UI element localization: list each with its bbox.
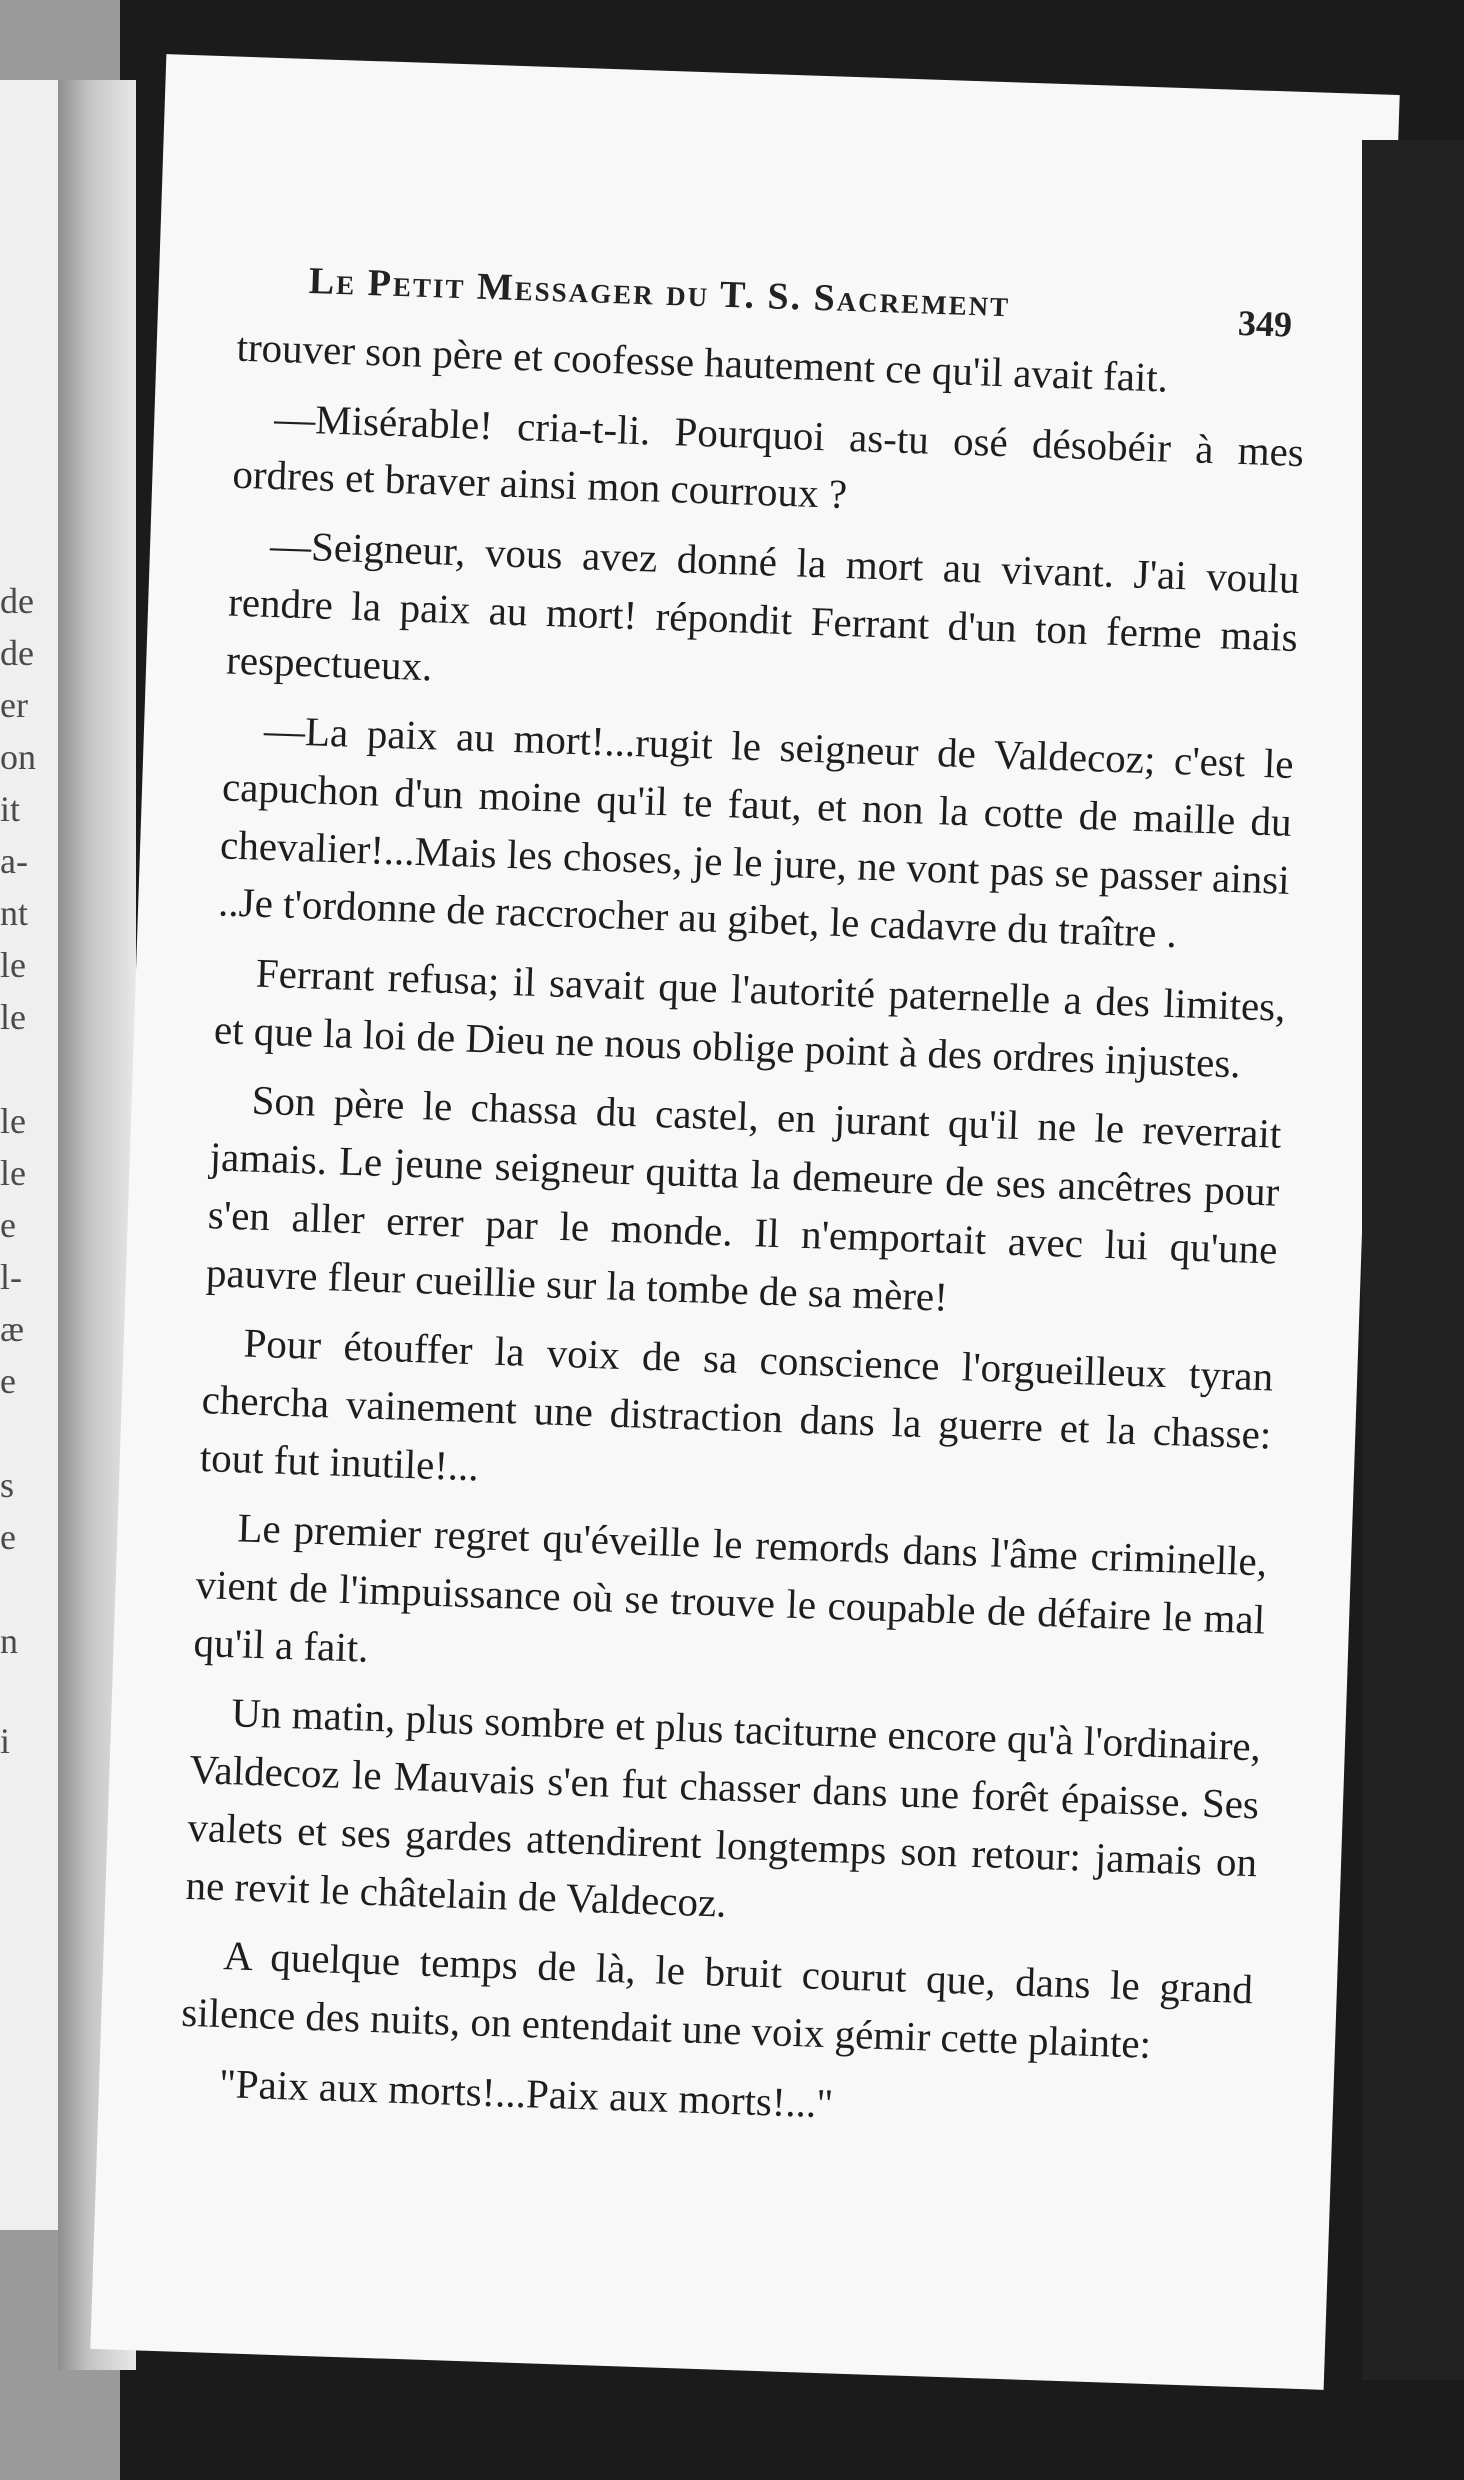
left-page-fragment: nt bbox=[0, 893, 29, 933]
left-page-fragment: le bbox=[0, 997, 26, 1037]
book-page bbox=[90, 54, 1399, 2390]
left-page-fragment: de bbox=[0, 633, 34, 673]
paragraph: Un matin, plus sombre et plus taciturne encore qu'à l'ordinaire, Valdecoz le Mauvais s'en fut chasser dans une forêt épaisse. Ses valets et ses gardes attendirent longtemps son retour: jamais on ne revit le châtelain de Valdecoz. bbox=[184, 1689, 1262, 1926]
paragraph: —La paix au mort!...rugit le seigneur de Valdecoz; c'est le capuchon d'un moine qu'il te faut, et non la cotte de maille du chevalier!...Mais les choses, je le jure, ne vont pas se passer ainsi ..Je t'ordonne de raccrocher au gibet, le cadavre du traître . bbox=[217, 707, 1295, 957]
left-page-fragment: e bbox=[0, 1205, 16, 1245]
page-number: 349 bbox=[1237, 302, 1293, 345]
left-page-fragment: le bbox=[0, 1101, 26, 1141]
background-right bbox=[1362, 140, 1464, 2380]
paragraph: trouver son père et coofesse hautement ce qu'il avait fait. bbox=[235, 323, 1169, 401]
left-page-fragment: le bbox=[0, 1153, 26, 1193]
left-page-fragment: n bbox=[0, 1621, 18, 1661]
paragraph: Le premier regret qu'éveille le remords dans l'âme criminelle, vient de l'impuissance où se trouve le coupable de défaire le mal qu'il a fait. bbox=[193, 1504, 1268, 1671]
paragraph: Son père le chassa du castel, en jurant qu'il ne le reverrait jamais. Le jeune seigneur quitta la demeure de ses ancêtres pour s'en aller errer par le monde. Il n'emportait avec lui qu'une pauvre fleur cueillie sur la tombe de sa mère! bbox=[205, 1077, 1282, 1320]
left-page-fragment: l- bbox=[0, 1257, 22, 1297]
paragraph: Ferrant refusa; il savait que l'autorité paternelle a des limites, et que la loi de Dieu ne nous oblige point à des ordres injustes. bbox=[213, 949, 1287, 1087]
left-page-fragment: æ bbox=[0, 1309, 25, 1349]
paragraph: "Paix aux morts!...Paix aux morts!..." bbox=[218, 2059, 834, 2127]
running-title: Le Petit Messager du T. S. Sacrement bbox=[308, 260, 1011, 326]
paragraph: —Misérable! cria-t-li. Pourquoi as-tu osé désobéir à mes ordres et braver ainsi mon courroux ? bbox=[231, 394, 1305, 518]
left-page-fragment: er bbox=[0, 685, 28, 725]
left-page-fragment: i bbox=[0, 1721, 11, 1761]
left-page-fragment: s bbox=[0, 1465, 15, 1505]
left-page-fragment: de bbox=[0, 581, 34, 621]
paragraph: —Seigneur, vous avez donné la mort au vivant. J'ai voulu rendre la paix au mort! répondit Ferrant d'un ton ferme mais respectueux. bbox=[225, 522, 1301, 689]
paragraph: Pour étouffer la voix de sa conscience l'orgueilleux tyran chercha vainement une distraction dans la guerre et la chasse: tout fut inutile!... bbox=[199, 1319, 1274, 1489]
left-page-fragment: e bbox=[0, 1517, 16, 1557]
page-body bbox=[178, 319, 1307, 2159]
left-page-fragment: it bbox=[0, 789, 21, 829]
paragraph: A quelque temps de là, le bruit courut que, dans le grand silence des nuits, on entendait une voix gémir cette plainte: bbox=[180, 1932, 1254, 2067]
left-page-fragment: on bbox=[0, 737, 36, 777]
left-page-fragment: a- bbox=[0, 841, 28, 881]
left-page-fragment: e bbox=[0, 1361, 16, 1401]
left-page-fragment: le bbox=[0, 945, 26, 985]
